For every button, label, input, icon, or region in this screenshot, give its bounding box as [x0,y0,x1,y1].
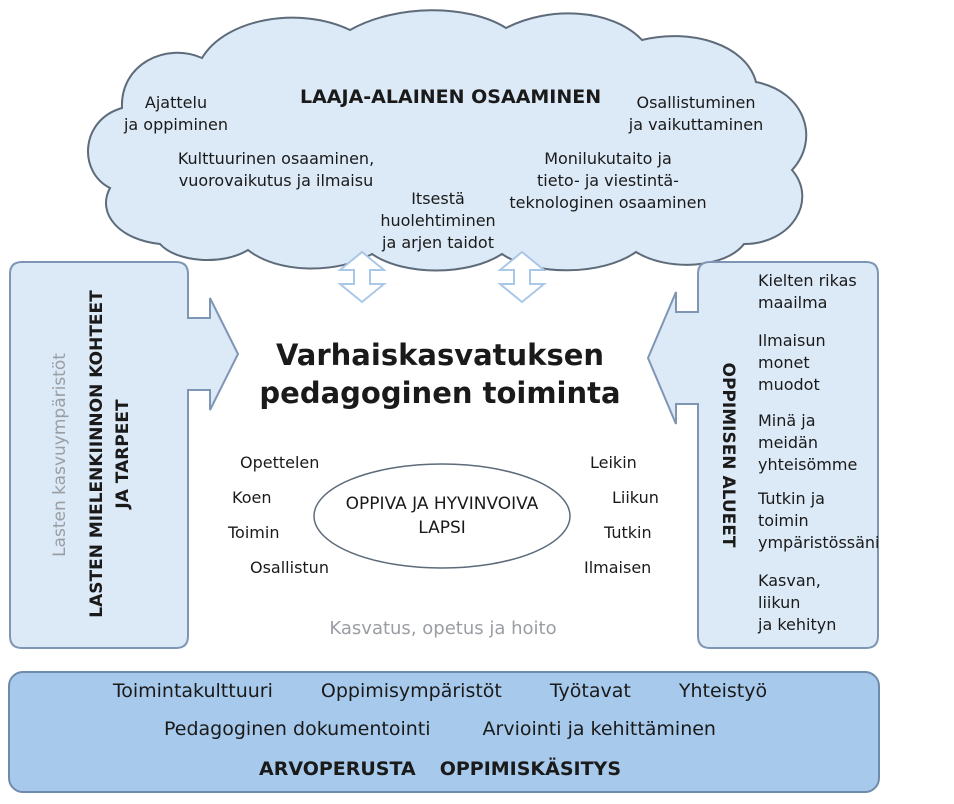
learning-area-expression: Ilmaisun monet muodot [758,331,826,394]
verb-tutkin: Tutkin [604,523,652,542]
competence-multiliteracy: Monilukutaito ja tieto- ja viestintä- teknologinen osaaminen [509,149,707,212]
verb-liikun: Liikun [612,488,659,507]
verb-osallistun: Osallistun [250,558,329,577]
competence-thinking: Ajattelu ja oppiminen [123,93,229,134]
bottom-item-dokumentointi: Pedagoginen dokumentointi [164,718,431,740]
bottom-item-toimintakulttuuri: Toimintakulttuuri [112,680,273,702]
bottom-item-oppimiskasitys: OPPIMISKÄSITYS [439,758,622,780]
bottom-item-oppimisymparistot: Oppimisympäristöt [320,680,502,702]
bottom-row-2 [0,718,880,740]
bottom-item-arvoperusta: ARVOPERUSTA [258,758,416,780]
learning-area-languages: Kielten rikas maailma [758,271,857,312]
right-panel-heading: OPPIMISEN ALUEET [718,362,738,548]
verb-ilmaisen: Ilmaisen [584,558,652,577]
learning-area-community: Minä ja meidän yhteisömme [758,411,858,474]
verb-opettelen: Opettelen [240,453,320,472]
competence-cultural: Kulttuurinen osaaminen, vuorovaikutus ja ilmaisu [177,149,375,190]
cloud-title: LAAJA-ALAINEN OSAAMINEN [300,86,602,108]
verb-koen: Koen [232,488,272,507]
competence-participation: Osallistuminen ja vaikuttaminen [628,93,764,134]
competence-self-care: Itsestä huolehtiminen ja arjen taidot [380,189,496,252]
bottom-item-yhteistyo: Yhteistyö [678,680,768,702]
bottom-row-3 [0,758,880,780]
learning-area-growth: Kasvan, liikun ja kehityn [758,571,837,634]
center-ellipse-label: OPPIVA JA HYVINVOIVA LAPSI [345,494,539,538]
verb-toimin: Toimin [228,523,280,542]
center-title: Varhaiskasvatuksen pedagoginen toiminta [259,338,621,410]
bottom-item-tyotavat: Työtavat [549,680,631,702]
center-caption: Kasvatus, opetus ja hoito [329,618,557,639]
bottom-row-1 [0,680,880,702]
learning-area-environment: Tutkin ja toimin ympäristössäni [758,489,880,552]
verb-leikin: Leikin [590,453,637,472]
left-panel-heading: LASTEN MIELENKIINNON KOHTEET JA TARPEET [87,290,133,618]
left-panel-subheading: Lasten kasvuympäristöt [50,353,70,557]
bottom-item-arviointi: Arviointi ja kehittäminen [482,718,716,740]
